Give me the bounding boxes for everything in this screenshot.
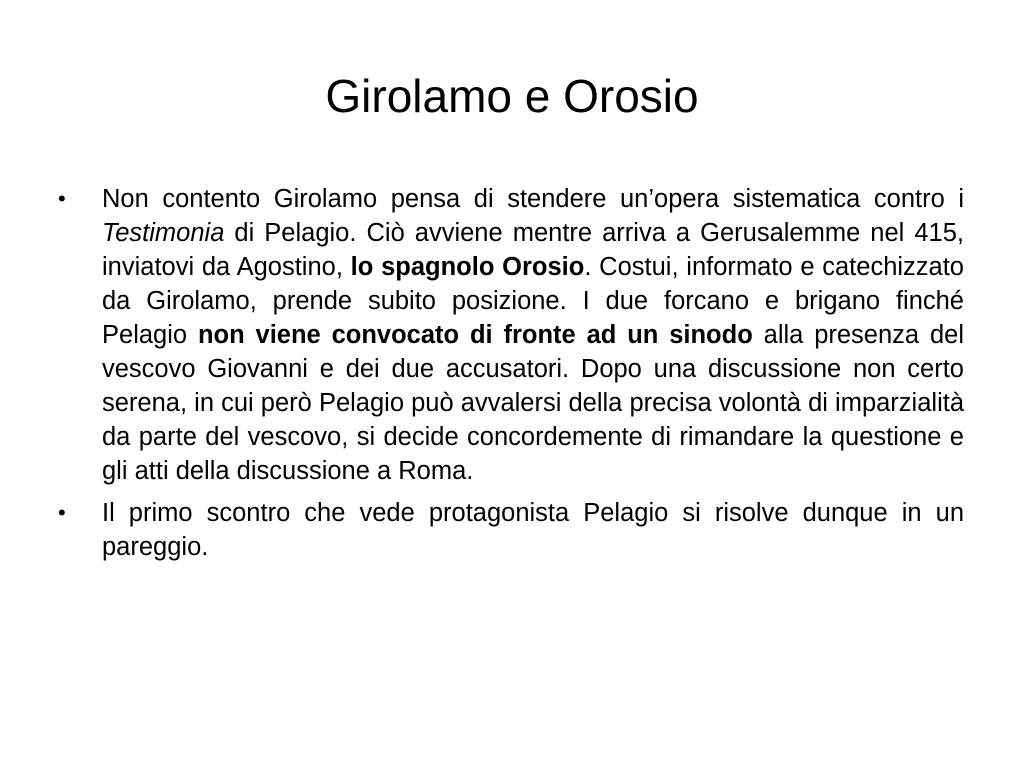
slide-title: Girolamo e Orosio: [325, 70, 699, 122]
bullet-1-bold-orosio: lo spagnolo Orosio: [350, 253, 585, 281]
bullet-dot-icon: •: [58, 186, 66, 211]
bullet-1-text-part: . Costui, informato e catechizzato da Girolamo, prende subito posizione. I due forcano e brigano finché Pelagio: [102, 253, 964, 349]
bullet-item-2: [58, 496, 964, 564]
bullet-1-text-part: alla presenza del vescovo Giovanni e dei due accusatori. Dopo una discussione non certo serena, in cui però Pelagio può avvalersi della precisa volontà di imparzialità da parte del vescovo, si decide concordemente di rimandare la questione e gli atti della discussione a Roma.: [102, 321, 964, 485]
bullet-1-italic-term: Testimonia: [102, 219, 225, 247]
bullet-1-text: [102, 185, 964, 485]
bullet-1-text-part: di Pelagio. Ciò avviene mentre arriva a Gerusalemme nel 415, inviatovi da Agostino,: [102, 219, 964, 281]
bullet-item-1: [58, 182, 964, 488]
bullet-2-text: Il primo scontro che vede protagonista Pelagio si risolve dunque in un pareggio.: [102, 499, 964, 561]
bullet-dot-icon: •: [58, 500, 66, 525]
bullet-1-text-part: Non contento Girolamo pensa di stendere un’opera sistematica contro i: [102, 185, 964, 213]
bullet-1-bold-sinodo: non viene convocato di fronte ad un sinodo: [197, 321, 753, 349]
bullet-list: [58, 182, 964, 572]
